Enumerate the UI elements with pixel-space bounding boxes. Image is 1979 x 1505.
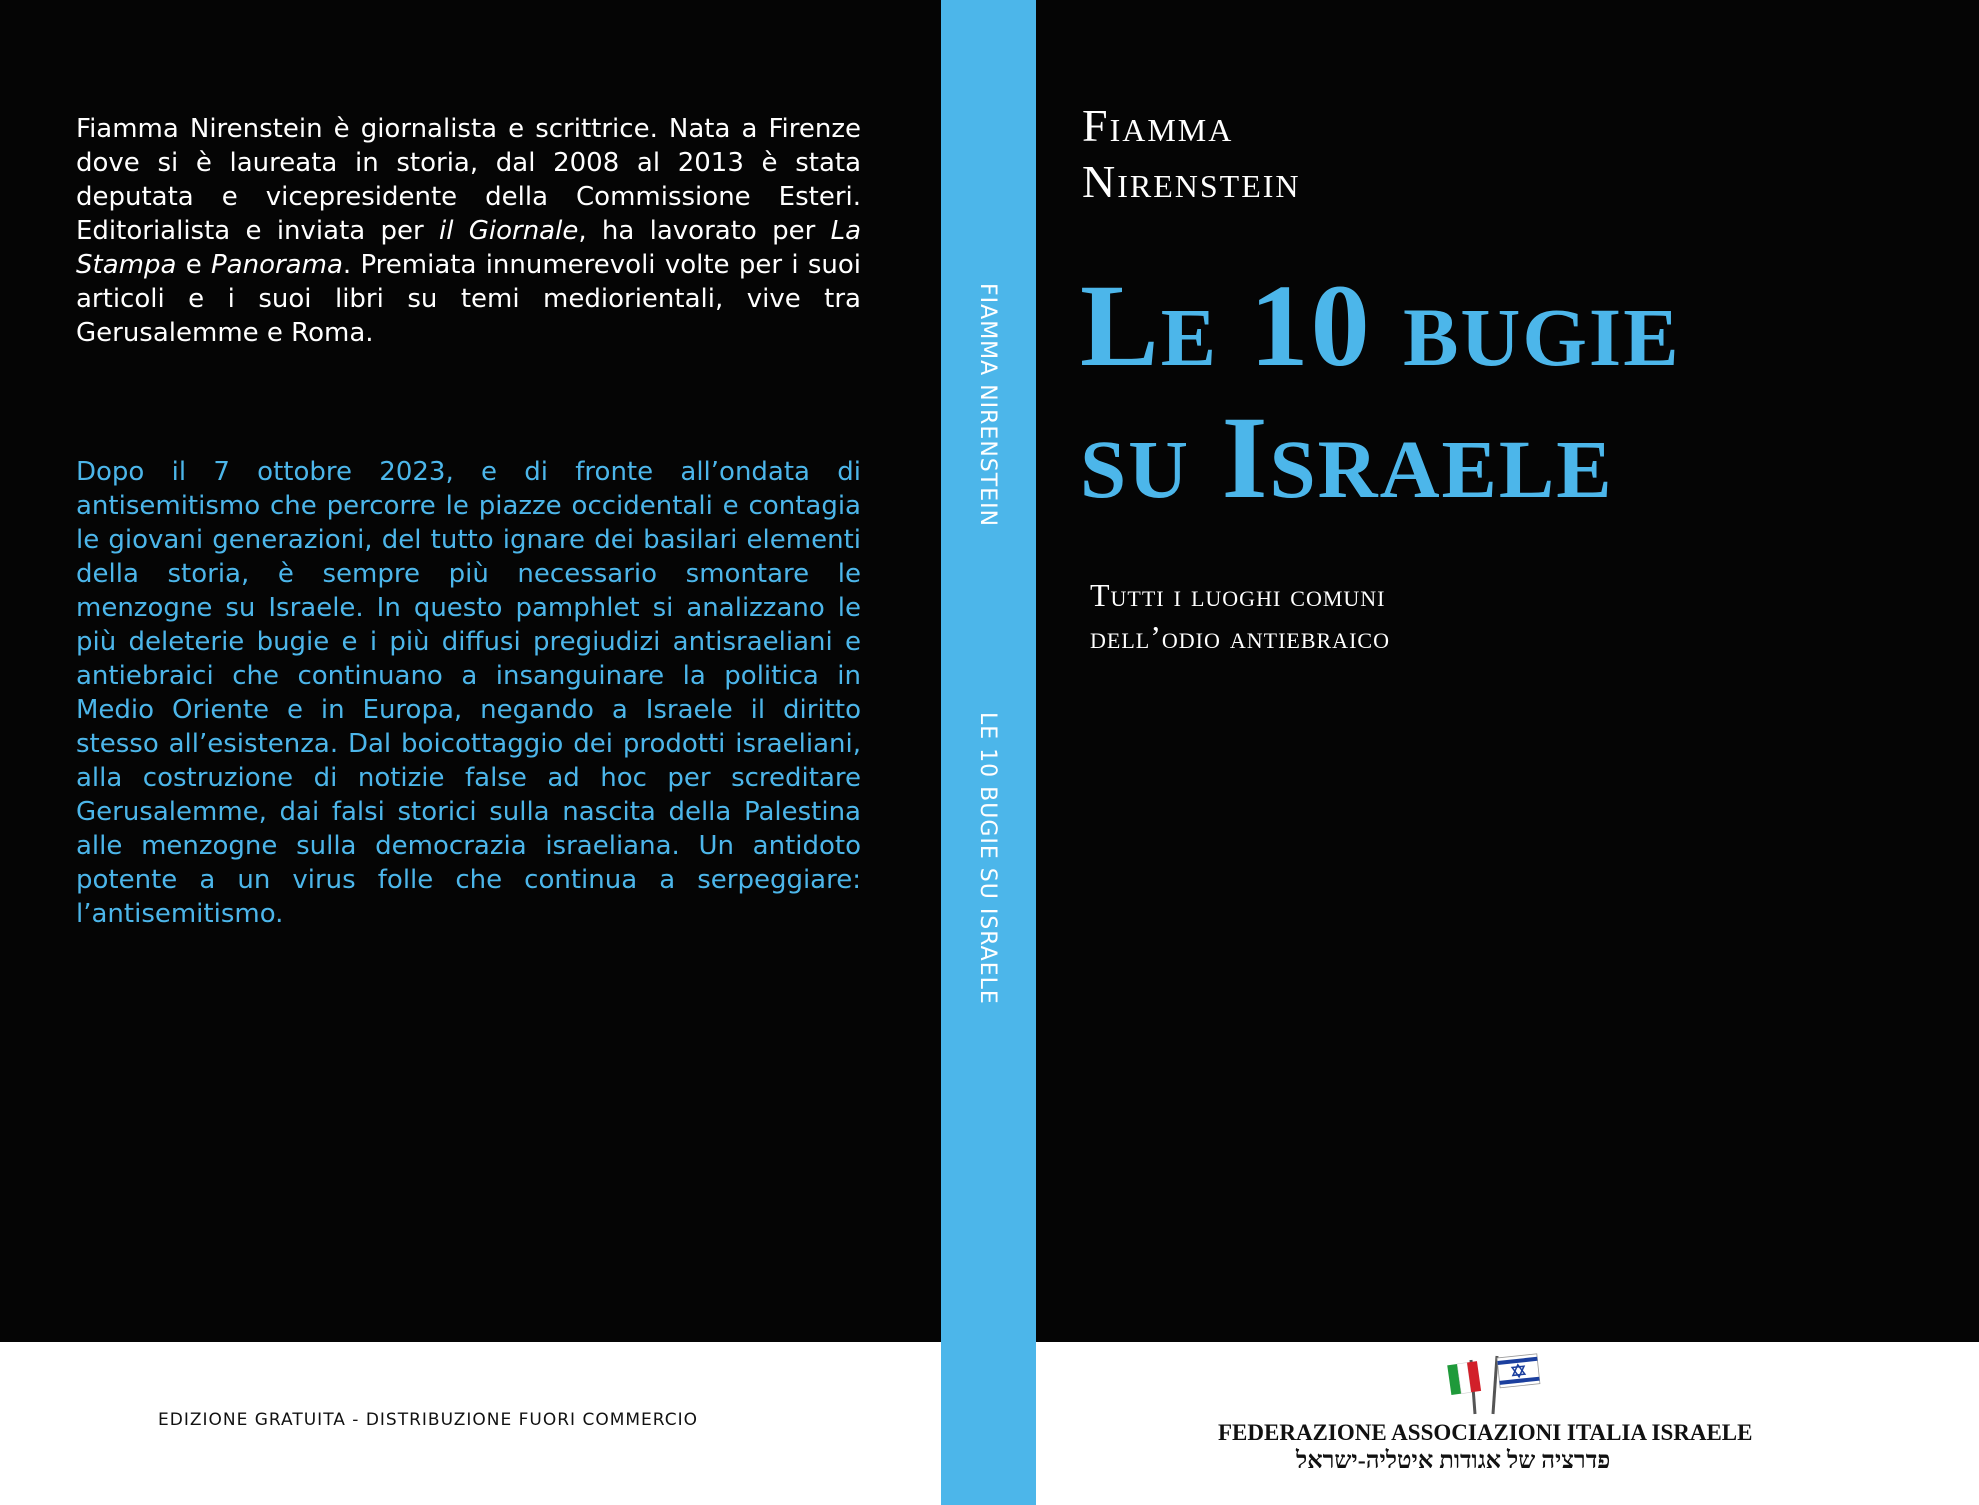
cover-title-line: su Israele	[1080, 392, 1614, 523]
cover-author-first-name: Fiamma	[1082, 100, 1234, 151]
cover-author-last-name: Nirenstein	[1082, 156, 1301, 207]
cover-subtitle-line: Tutti i luoghi comuni	[1090, 577, 1386, 613]
author-bio-italic: il Giornale	[438, 216, 579, 246]
edition-note: EDIZIONE GRATUITA - DISTRIBUZIONE FUORI COMMERCIO	[158, 1410, 699, 1430]
publisher-name-hebrew: פדרציה של אגודות איטליה-ישראל	[1296, 1448, 1611, 1474]
author-bio-text: , ha lavorato per	[578, 216, 831, 246]
italy-israel-flags-icon	[1445, 1350, 1541, 1416]
cover-subtitle	[1090, 574, 1390, 658]
book-blurb: Dopo il 7 ottobre 2023, e di fronte all’ondata di antisemitismo che percorre le piazze occidentali e contagia le giovani generazioni, del tutto ignare dei basilari elementi della storia, è sempre più necessario smontare le menzogne su Israele. In questo pamphlet si analizzano le più deleterie bugie e i più diffusi pregiudizi antisraeliani e antiebraici che continuano a insanguinare la politica in Medio Oriente e in Europa, negando a Israele il diritto stesso all’esistenza. Dal boicottaggio dei prodotti israeliani, alla costruzione di notizie false ad hoc per screditare Gerusalemme, dai falsi storici sulla nascita della Palestina alle menzogne sulla democrazia israeliana. Un antidoto potente a un virus folle che continua a serpeggiare: l’antisemitismo.	[76, 457, 861, 929]
publisher-name: FEDERAZIONE ASSOCIAZIONI ITALIA ISRAELE	[1218, 1420, 1753, 1445]
spine-author: FIAMMA NIRENSTEIN	[975, 283, 1000, 528]
author-bio-italic: Panorama	[211, 250, 343, 280]
cover-title-line: Le 10 bugie	[1080, 260, 1681, 391]
cover-title	[1080, 260, 1681, 524]
cover-subtitle-line: dell’odio antiebraico	[1090, 619, 1390, 655]
cover-author	[1082, 98, 1301, 210]
author-bio-text: Fiamma Nirenstein è giornalista e scrittrice. Nata a Firenze dove si è laureata in storia, dal 2008 al 2013 è stata deputata e vicepresidente della Commissione Esteri. Editorialista e inviata per	[76, 114, 861, 246]
author-bio-text: e	[176, 250, 211, 280]
spine-title: LE 10 BUGIE SU ISRAELE	[975, 712, 1000, 1005]
author-bio	[76, 112, 861, 350]
author-bio-italic: La Stampa	[76, 216, 862, 280]
author-bio-text: . Premiata innumerevoli volte per i suoi articoli e i suoi libri su temi mediorientali, vive tra Gerusalemme e Roma.	[76, 250, 861, 348]
